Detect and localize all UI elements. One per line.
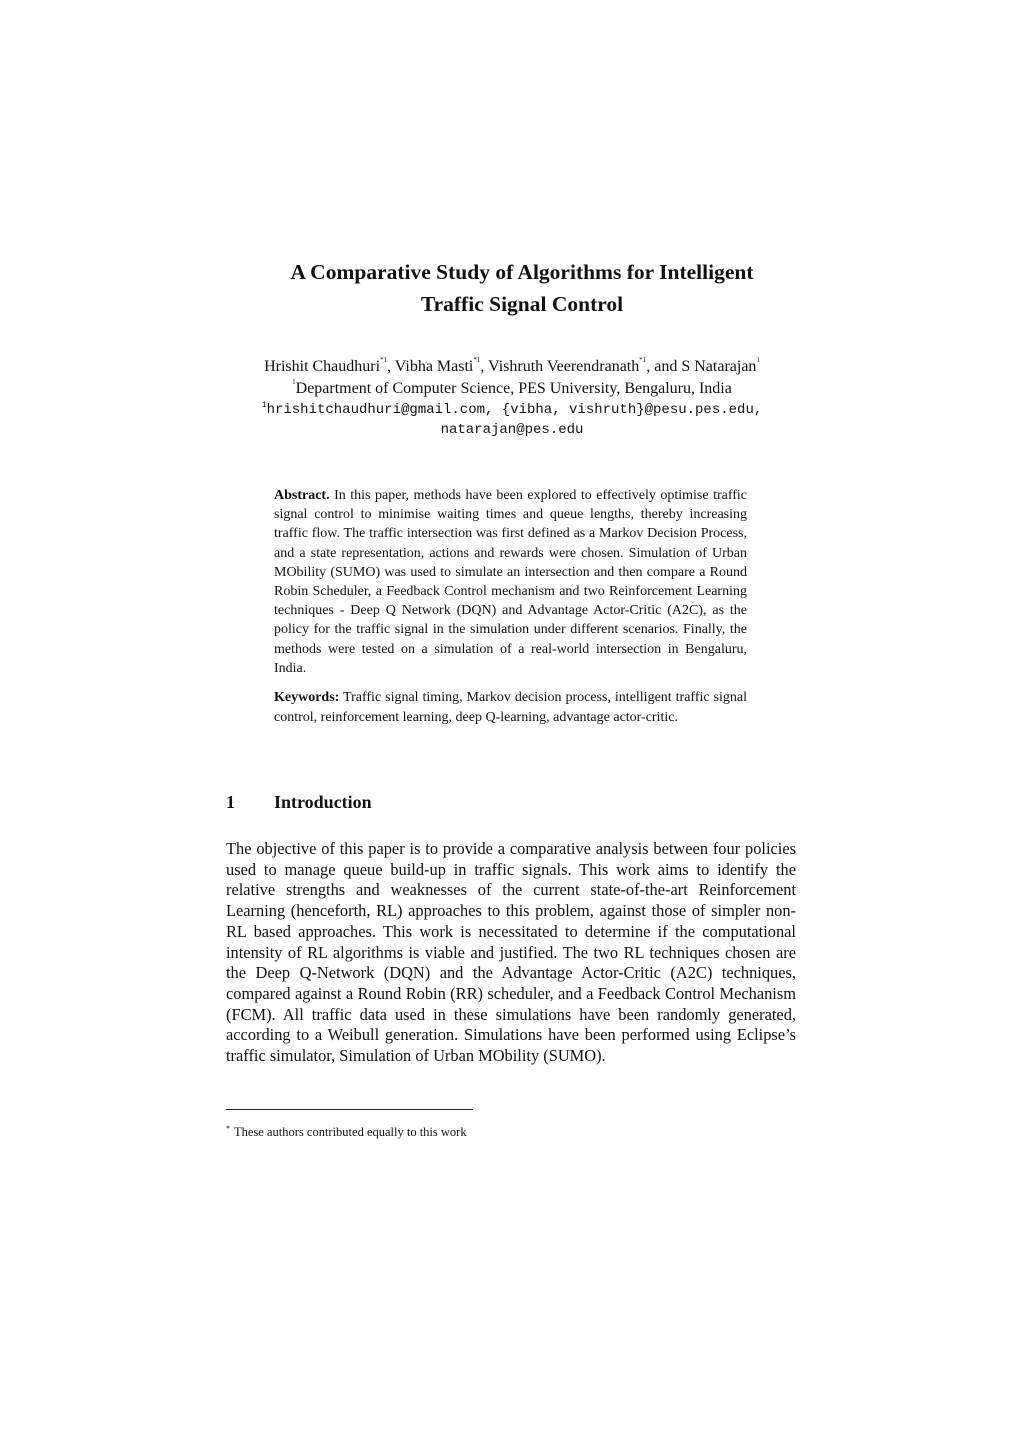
- footnote-mark: *: [226, 1124, 230, 1133]
- affiliation-mark: 1: [292, 378, 296, 386]
- author-mark: 1: [756, 356, 760, 364]
- author-mark: *1: [639, 356, 647, 364]
- footnote-text: These authors contributed equally to this work: [234, 1125, 467, 1139]
- keywords-label: Keywords:: [274, 690, 340, 705]
- author-mark: *1: [380, 356, 388, 364]
- paper-title-line-1: A Comparative Study of Algorithms for Intelligent: [290, 260, 754, 284]
- author-emails: [0, 400, 1024, 440]
- footnote: [226, 1124, 726, 1140]
- paper-title-line-2: Traffic Signal Control: [420, 292, 624, 316]
- abstract-label: Abstract.: [274, 488, 330, 503]
- emails-mark: 1: [261, 401, 267, 410]
- keywords-text: Traffic signal timing, Markov decision process, intelligent traffic signal control, reinforcement learning, deep Q-learning, advantage actor-critic.: [274, 690, 747, 725]
- keywords: [274, 688, 747, 727]
- section-number: 1: [226, 792, 235, 812]
- author-separator: ,: [387, 358, 395, 375]
- section-title: Introduction: [274, 792, 372, 812]
- introduction-paragraph: The objective of this paper is to provide a comparative analysis between four policies used to manage queue build-up in traffic signals. This work aims to identify the relative strengths and weaknesses of the current state-of-the-art Reinforcement Learning (henceforth, RL) approaches to this problem, against those of simpler non-RL based approaches. This work is necessitated to determine if the computational intensity of RL algorithms is viable and justified. The two RL techniques chosen are the Deep Q-Network (DQN) and the Advantage Actor-Critic (A2C) techniques, compared against a Round Robin (RR) scheduler, and a Feedback Control Mechanism (FCM). All traffic data used in these simulations have been randomly generated, according to a Weibull generation. Simulations have been performed using Eclipse’s traffic simulator, Simulation of Urban MObility (SUMO).: [226, 839, 796, 1066]
- author-name: Vibha Masti: [394, 358, 474, 375]
- author-name: Hrishit Chaudhuri: [264, 358, 381, 375]
- author-name: S Natarajan: [681, 358, 757, 375]
- emails-text-1: hrishitchaudhuri@gmail.com, {vibha, vishruth}@pesu.pes.edu,: [266, 402, 763, 418]
- author-mark: *1: [473, 356, 481, 364]
- author-list: [0, 357, 1024, 377]
- author-separator: ,: [480, 358, 489, 375]
- emails-line-1: [0, 400, 1024, 420]
- author-separator: , and: [646, 358, 682, 375]
- abstract-text: In this paper, methods have been explored to effectively optimise traffic signal control to minimise waiting times and queue lengths, thereby increasing traffic flow. The traffic intersection was first defined as a Markov Decision Process, and a state representation, actions and rewards were chosen. Simulation of Urban MObility (SUMO) was used to simulate an intersection and then compare a Round Robin Scheduler, a Feedback Control mechanism and two Reinforcement Learning techniques - Deep Q Network (DQN) and Advantage Actor-Critic (A2C), as the policy for the traffic signal in the simulation under different scenarios. Finally, the methods were tested on a simulation of a real-world intersection in Bengaluru, India.: [274, 488, 748, 676]
- paper-title: [0, 256, 1024, 320]
- abstract: [274, 486, 747, 678]
- emails-line-2: natarajan@pes.edu: [440, 422, 584, 438]
- footnote-divider: [226, 1109, 473, 1110]
- affiliation: [0, 379, 1024, 399]
- affiliation-text: Department of Computer Science, PES University, Bengaluru, India: [295, 380, 732, 397]
- author-name: Vishruth Veerendranath: [488, 358, 640, 375]
- section-heading-introduction: [226, 790, 626, 814]
